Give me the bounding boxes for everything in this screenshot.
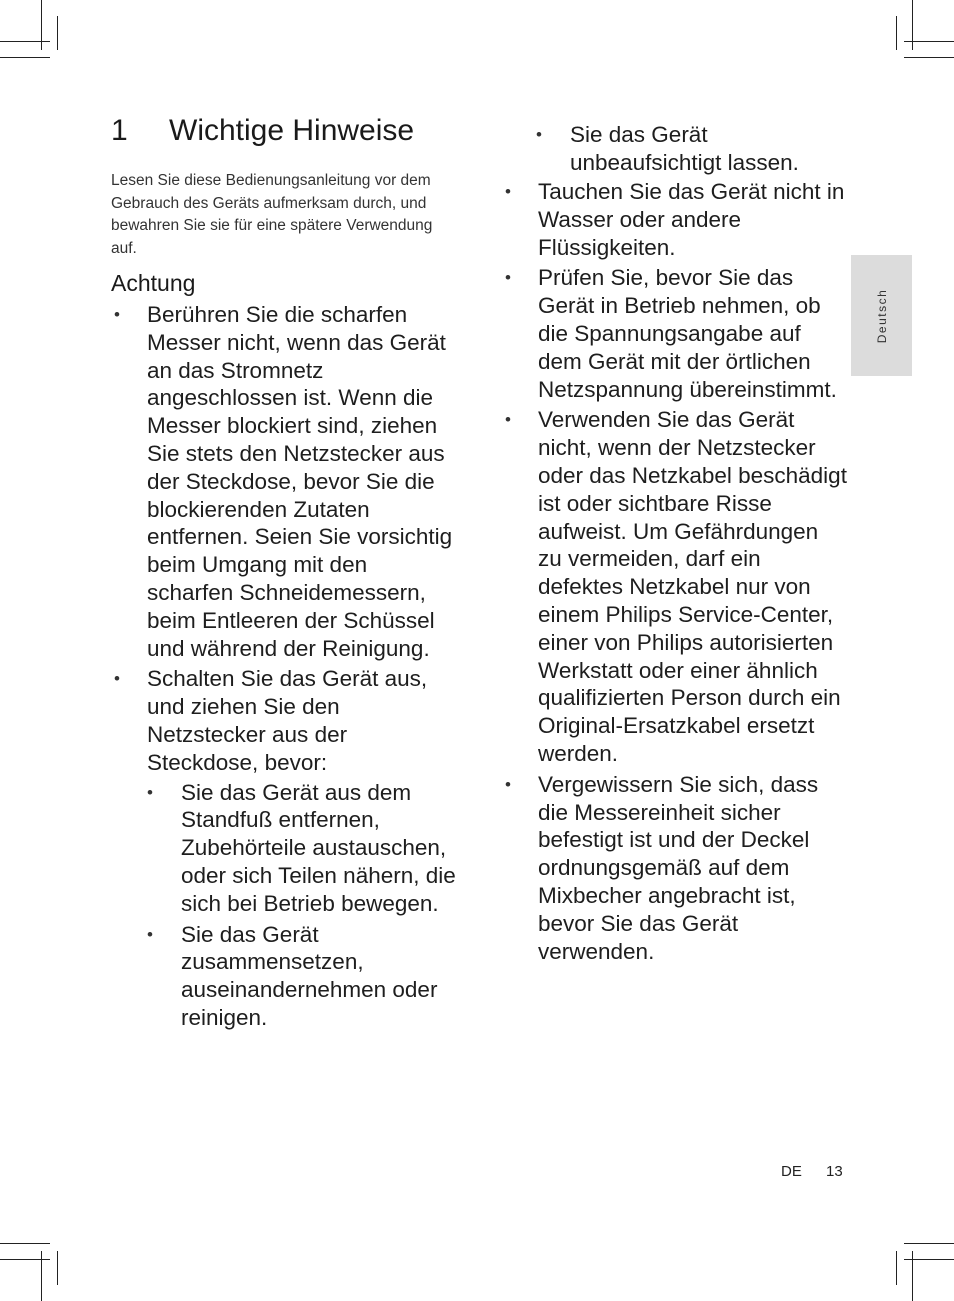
footer-language-code: DE	[781, 1163, 802, 1180]
crop-mark	[896, 1251, 897, 1285]
crop-mark	[904, 57, 954, 58]
crop-mark	[57, 16, 58, 50]
section-title: Wichtige Hinweise	[169, 114, 415, 147]
warning-sub-item: • Sie das Gerät aus dem Standfuß entfernen, Zubehörteile austauschen, oder sich Teilen nähern, die sich bei Betrieb bewegen.	[147, 779, 456, 918]
warning-item-text: Schalten Sie das Gerät aus, und ziehen Sie den Netzstecker aus der Steckdose, bevor:	[147, 666, 428, 775]
crop-mark	[0, 1259, 50, 1260]
warning-item: • Tauchen Sie das Gerät nicht in Wasser oder andere Flüssigkeiten.	[502, 178, 847, 261]
crop-mark	[912, 0, 913, 50]
warning-item: • Vergewissern Sie sich, dass die Messereinheit sicher befestigt ist und der Deckel ordnungsgemäß auf dem Mixbecher angebracht ist, bevor Sie das Gerät verwenden.	[502, 771, 847, 966]
warning-item: • Prüfen Sie, bevor Sie das Gerät in Betrieb nehmen, ob die Spannungsangabe auf dem Gerät mit der örtlichen Netzspannung übereinstimmt.	[502, 264, 847, 403]
crop-mark	[904, 1243, 954, 1244]
warning-item-text: Berühren Sie die scharfen Messer nicht, wenn das Gerät an das Stromnetz angeschlossen ist. Wenn die Messer blockiert sind, ziehen Sie stets den Netzstecker aus der Steckdose, bevor Sie die blockierenden Zutaten entfernen. Seien Sie vorsichtig beim Umgang mit den scharfen Schneidemessern, beim Entleeren der Schüssel und während der Reinigung.	[147, 302, 453, 661]
language-side-tab-label: Deutsch	[874, 288, 889, 343]
crop-mark	[0, 57, 50, 58]
language-side-tab	[851, 255, 912, 376]
intro-paragraph: Lesen Sie diese Bedienungsanleitung vor dem Gebrauch des Geräts aufmerksam durch, und bewahren Sie sie für eine spätere Verwendung auf.	[111, 172, 433, 257]
warning-heading: Achtung	[111, 270, 196, 296]
crop-mark	[0, 41, 50, 42]
page-number: 13	[826, 1163, 843, 1180]
warning-item	[111, 301, 456, 662]
warning-sub-item: • Sie das Gerät unbeaufsichtigt lassen.	[536, 121, 846, 177]
section-number: 1	[111, 114, 128, 147]
warning-item	[111, 665, 456, 1031]
crop-mark	[904, 1259, 954, 1260]
warning-sub-item: • Sie das Gerät zusammensetzen, auseinandernehmen oder reinigen.	[147, 921, 456, 1032]
warning-sub-list	[147, 779, 456, 1032]
crop-mark	[41, 0, 42, 50]
crop-mark	[0, 1243, 50, 1244]
crop-mark	[57, 1251, 58, 1285]
warning-item: • Verwenden Sie das Gerät nicht, wenn der Netzstecker oder das Netzkabel beschädigt ist oder sichtbare Risse aufweist. Um Gefährdungen zu vermeiden, darf ein defektes Netzkabel nur von einem Philips Service-Center, einer von Philips autorisierten Werkstatt oder einer ähnlich qualifizierten Person durch ein Original-Ersatzkabel ersetzt werden.	[502, 406, 847, 767]
section-heading	[111, 114, 414, 148]
warning-sub-list-continued	[536, 121, 846, 180]
crop-mark	[896, 16, 897, 50]
warning-list	[111, 301, 456, 1035]
warning-list-continued	[502, 178, 847, 968]
